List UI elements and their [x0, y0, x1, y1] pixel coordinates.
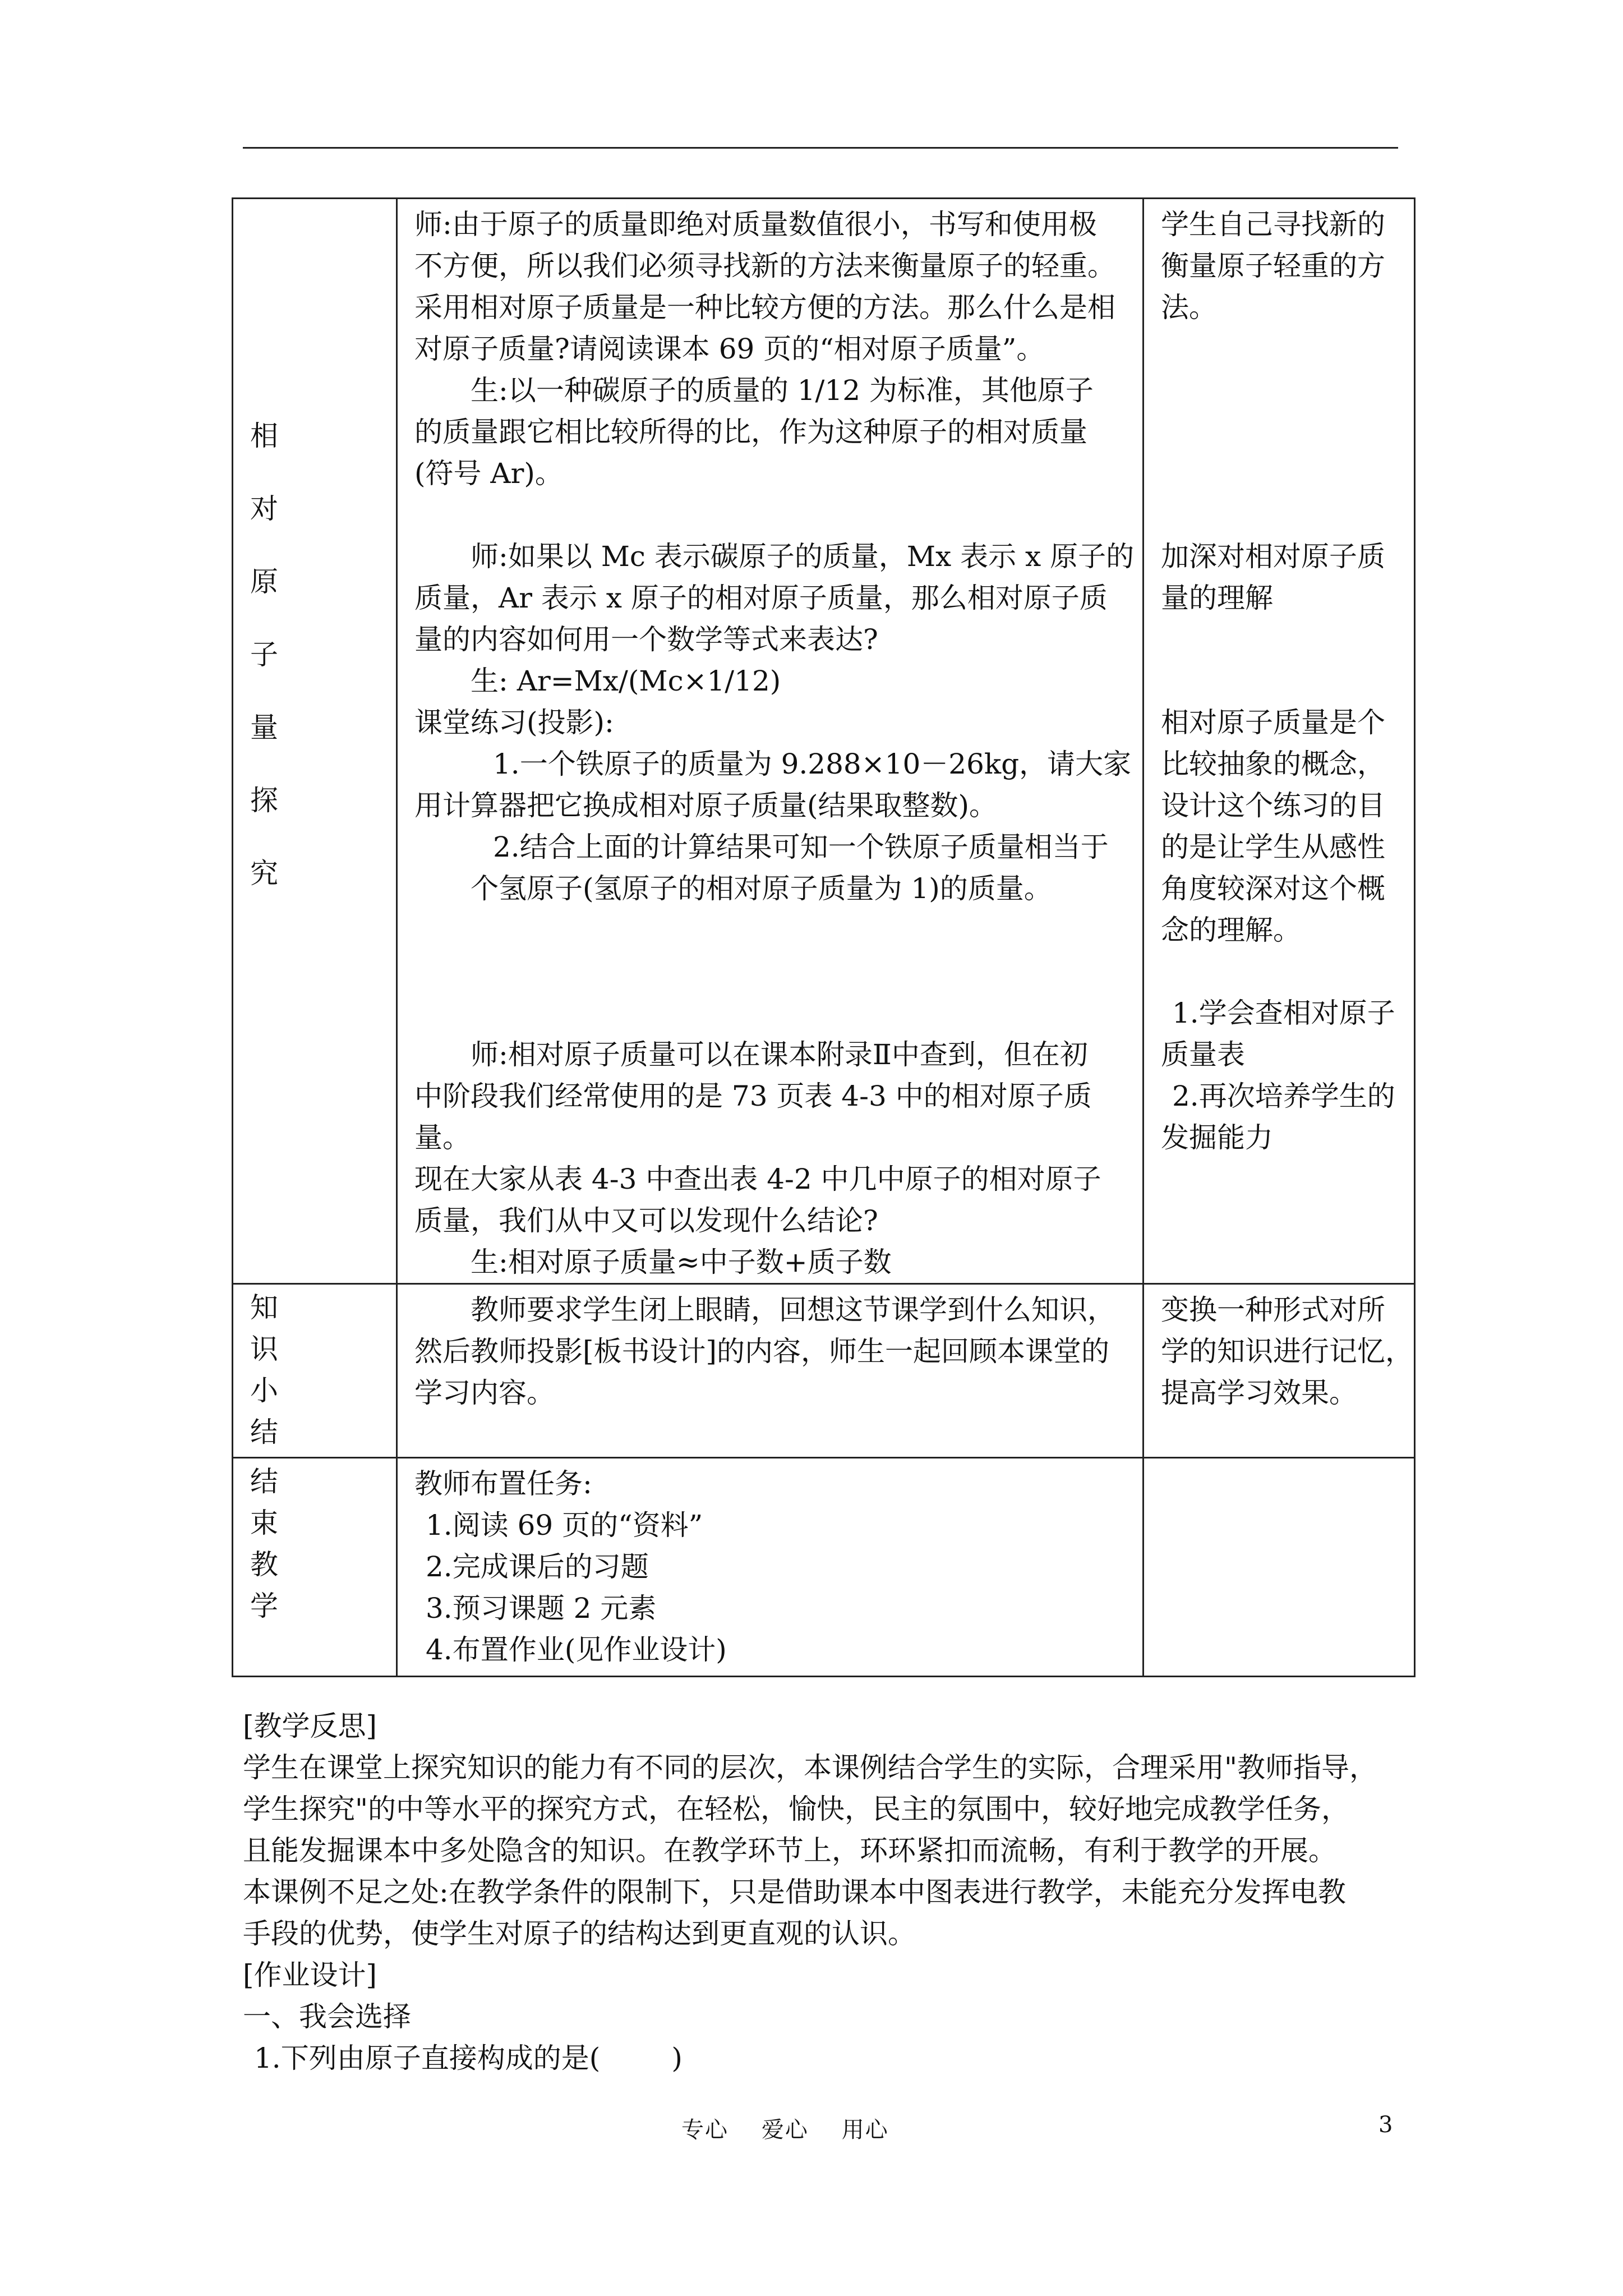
- process-line: 教师要求学生闭上眼睛，回想这节课学到什么知识，: [471, 1294, 1115, 1326]
- footer-motto: 专心 爱心 用心: [681, 2117, 889, 2143]
- stage-cell: [233, 199, 397, 1284]
- table-row: [233, 199, 1415, 1284]
- process-line: 3.预习课题 2 元素: [426, 1592, 657, 1625]
- stage-char: 结: [250, 1465, 278, 1498]
- intent-line: 法。: [1161, 291, 1217, 324]
- process-line: 师:相对原子质量可以在课本附录Ⅱ中查到，但在初: [471, 1038, 1088, 1071]
- process-line: 然后教师投影[板书设计]的内容，师生一起回顾本课堂的: [414, 1335, 1110, 1368]
- stage-char: 原: [250, 565, 278, 598]
- stage-cell: [233, 1458, 397, 1677]
- process-line: 师:由于原子的质量即绝对质量数值很小，书写和使用极: [414, 208, 1097, 241]
- reflection-line: 且能发掘课本中多处隐含的知识。在教学环节上，环环紧扣而流畅，有利于教学的开展。: [243, 1834, 1336, 1867]
- stage-char: 小: [250, 1374, 278, 1407]
- intent-line: 相对原子质量是个: [1161, 706, 1385, 739]
- intent-line: 比较抽象的概念，: [1161, 748, 1385, 780]
- intent-line: 变换一种形式对所: [1161, 1294, 1385, 1326]
- process-line: 学习内容。: [414, 1377, 555, 1409]
- lesson-table: [232, 197, 1415, 1677]
- intent-line: 学生自己寻找新的: [1161, 208, 1385, 241]
- intent-line: 加深对相对原子质: [1161, 540, 1385, 573]
- intent-line: 1.学会查相对原子: [1172, 997, 1395, 1029]
- intent-line: 提高学习效果。: [1161, 1377, 1357, 1409]
- after-table-section: [243, 1705, 1398, 2079]
- reflection-line: 本课例不足之处:在教学条件的限制下，只是借助课本中图表进行教学，未能充分发挥电教: [243, 1876, 1346, 1908]
- process-line: 1.一个铁原子的质量为 9.288×10－26kg，请大家: [493, 748, 1132, 780]
- stage-char: 学: [250, 1590, 278, 1622]
- process-line: 不方便，所以我们必须寻找新的方法来衡量原子的轻重。: [414, 250, 1115, 282]
- intent-line: 衡量原子轻重的方: [1161, 250, 1385, 282]
- process-line: 生: Ar=Mx/(Mc×1/12): [471, 665, 781, 697]
- homework-section: 一、我会选择: [243, 2000, 411, 2033]
- intent-line: 质量表: [1161, 1038, 1245, 1071]
- stage-char: 束: [250, 1507, 278, 1539]
- process-line: 1.阅读 69 页的“资料”: [426, 1509, 703, 1542]
- stage-char: 相: [250, 420, 278, 452]
- reflection-line: 手段的优势，使学生对原子的结构达到更直观的认识。: [243, 1917, 916, 1950]
- stage-char: 知: [250, 1291, 278, 1324]
- process-line: 课堂练习(投影):: [414, 706, 614, 739]
- stage-char: 探: [250, 784, 278, 817]
- intent-line: 2.再次培养学生的: [1172, 1080, 1395, 1112]
- stage-cell: [233, 1284, 397, 1458]
- intent-line: 设计这个练习的目: [1161, 789, 1385, 822]
- process-line: 生:以一种碳原子的质量的 1/12 为标准，其他原子: [471, 374, 1094, 407]
- process-line: 对原子质量?请阅读课本 69 页的“相对原子质量”。: [414, 333, 1045, 365]
- process-cell: [397, 1284, 1144, 1458]
- stage-char: 量: [250, 711, 278, 744]
- stage-char: 对: [250, 493, 278, 525]
- process-line: 质量，我们从中又可以发现什么结论?: [414, 1204, 878, 1237]
- process-line: 中阶段我们经常使用的是 73 页表 4-3 中的相对原子质量。: [414, 1080, 1092, 1154]
- process-line: 个氢原子(氢原子的相对原子质量为 1)的质量。: [471, 872, 1052, 905]
- reflection-line: 学生探究"的中等水平的探究方式，在轻松，愉快，民主的氛围中，较好地完成教学任务，: [243, 1793, 1349, 1825]
- reflection-heading: [教学反思]: [243, 1710, 377, 1742]
- process-line: 生:相对原子质量≈中子数+质子数: [471, 1246, 892, 1278]
- table-row: [233, 1458, 1415, 1677]
- intent-line: 念的理解。: [1161, 914, 1301, 946]
- intent-cell: [1144, 199, 1415, 1284]
- intent-line: 角度较深对这个概: [1161, 872, 1385, 905]
- process-line: (符号 Ar)。: [414, 457, 563, 490]
- stage-char: 究: [250, 857, 278, 890]
- process-line: 用计算器把它换成相对原子质量(结果取整数)。: [414, 789, 998, 822]
- intent-line: 的是让学生从感性: [1161, 831, 1385, 863]
- process-line: 4.布置作业(见作业设计): [426, 1634, 727, 1666]
- header-rule: [243, 147, 1398, 149]
- intent-line: 量的理解: [1161, 582, 1273, 614]
- process-line: 2.完成课后的习题: [426, 1550, 649, 1583]
- process-line: 的质量跟它相比较所得的比，作为这种原子的相对质量: [414, 416, 1087, 448]
- process-line: 质量，Ar 表示 x 原子的相对原子质量，那么相对原子质: [414, 582, 1108, 614]
- stage-char: 子: [250, 638, 278, 671]
- table-row: [233, 1284, 1415, 1458]
- process-line: 量的内容如何用一个数学等式来表达?: [414, 623, 878, 656]
- process-line: 师:如果以 Mc 表示碳原子的质量，Mx 表示 x 原子的: [471, 540, 1135, 573]
- process-line: 2.结合上面的计算结果可知一个铁原子质量相当于: [493, 831, 1109, 863]
- process-line: 教师布置任务:: [414, 1467, 592, 1500]
- process-line: 现在大家从表 4-3 中查出表 4-2 中几中原子的相对原子: [414, 1163, 1101, 1195]
- intent-line: 学的知识进行记忆，: [1161, 1335, 1413, 1368]
- homework-question: 1.下列由原子直接构成的是( ): [254, 2042, 683, 2074]
- reflection-line: 学生在课堂上探究知识的能力有不同的层次，本课例结合学生的实际，合理采用"教师指导，: [243, 1751, 1377, 1784]
- homework-heading: [作业设计]: [243, 1959, 377, 1991]
- page-number: 3: [1378, 2112, 1393, 2138]
- stage-char: 识: [250, 1333, 278, 1365]
- intent-cell: [1144, 1458, 1415, 1677]
- intent-cell: [1144, 1284, 1415, 1458]
- intent-line: 发掘能力: [1161, 1121, 1273, 1154]
- process-line: 采用相对原子质量是一种比较方便的方法。那么什么是相: [414, 291, 1115, 324]
- process-cell: [397, 1458, 1144, 1677]
- process-cell: [397, 199, 1144, 1284]
- stage-char: 结: [250, 1416, 278, 1448]
- stage-char: 教: [250, 1548, 278, 1581]
